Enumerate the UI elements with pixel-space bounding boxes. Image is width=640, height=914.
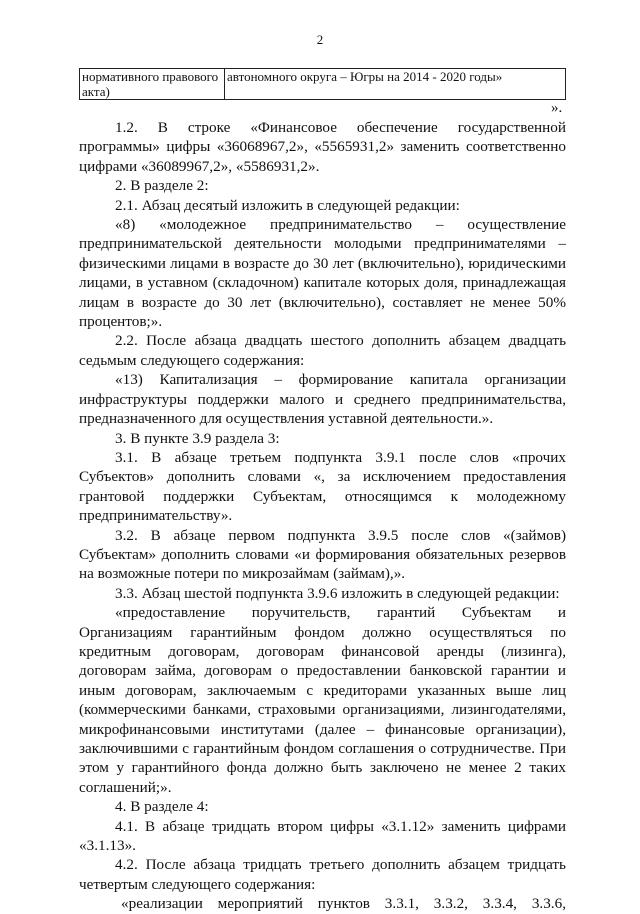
table-cell-right: автономного округа – Югры на 2014 - 2020 годы» — [225, 69, 566, 100]
paragraph-4-2: 4.2. После абзаца тридцать третьего дополнить абзацем тридцать четвертым следующего содержания: — [79, 856, 566, 893]
table-row — [80, 69, 566, 100]
paragraph-2-1: 2.1. Абзац десятый изложить в следующей редакции: — [115, 196, 460, 214]
paragraph-item-13: «13) Капитализация – формирование капитала организации инфраструктуры поддержки малого и среднего предпринимательства, предназначенного для осуществления уставной деятельности.». — [79, 371, 566, 428]
paragraph-section-3: 3. В пункте 3.9 раздела 3: — [115, 429, 280, 447]
document-body — [79, 118, 566, 914]
paragraph-4-1: 4.1. В абзаце тридцать втором цифры «3.1.12» заменить цифрами «3.1.13». — [79, 817, 566, 855]
closing-quote: ». — [551, 100, 563, 116]
paragraph-guarantees: «предоставление поручительств, гарантий Субъектам и Организациям гарантийным фондом должно осуществляться по кредитным договорам, договорам финансовой аренды (лизинга), договорам займа, договорам о предоставлении банковской гарантии и иным договорам, заключаемым с кредиторами указанных выше лиц (коммерческими банками, страховыми организациями, лизингодателями, микрофинансовыми институтами (далее – финансовые организации), заключившими с гарантийным фондом соглашения о сотрудничестве. При этом у гарантийного фонда должно быть заключено не менее 2 таких соглашений;». — [79, 604, 566, 796]
paragraph-2-2: 2.2. После абзаца двадцать шестого дополнить абзацем двадцать седьмым следующего содержания: — [79, 332, 566, 369]
paragraph-section-4: 4. В разделе 4: — [115, 798, 209, 816]
paragraph-implementation: «реализации мероприятий пунктов 3.3.1, 3.3.2, 3.3.4, 3.3.6, — [121, 895, 566, 913]
paragraph-3-1: 3.1. В абзаце третьем подпункта 3.9.1 после слов «прочих Субъектов» дополнить словами «, за исключением предоставления грантовой поддержки Субъектам, относящимся к молодежному предпринимательству». — [79, 448, 566, 525]
paragraph-3-3: 3.3. Абзац шестой подпункта 3.9.6 изложить в следующей редакции: — [115, 584, 560, 602]
paragraph-section-2: 2. В разделе 2: — [115, 177, 209, 195]
header-table — [79, 68, 566, 100]
paragraph-3-2: 3.2. В абзаце первом подпункта 3.9.5 после слов «(займов) Субъектам» дополнить словами «и формирования обязательных резервов на возможные потери по микрозаймам (займам),». — [79, 526, 566, 583]
page-number: 2 — [316, 32, 324, 47]
table-cell-left: нормативного правового акта) — [80, 69, 225, 100]
paragraph-1-2: 1.2. В строке «Финансовое обеспечение государственной программы» цифры «36068967,2», «5565931,2» заменить соответственно цифрами «36089967,2», «5586931,2». — [79, 119, 566, 175]
paragraph-item-8: «8) «молодежное предпринимательство – осуществление предпринимательской деятельности молодыми предпринимателями – физическими лицами в возрасте до 30 лет (включительно), юридическими лицами, в уставном (складочном) капитале которых доля, принадлежащая лицам в возрасте до 30 лет (включительно), составляет не менее 50% процентов;». — [79, 216, 566, 331]
